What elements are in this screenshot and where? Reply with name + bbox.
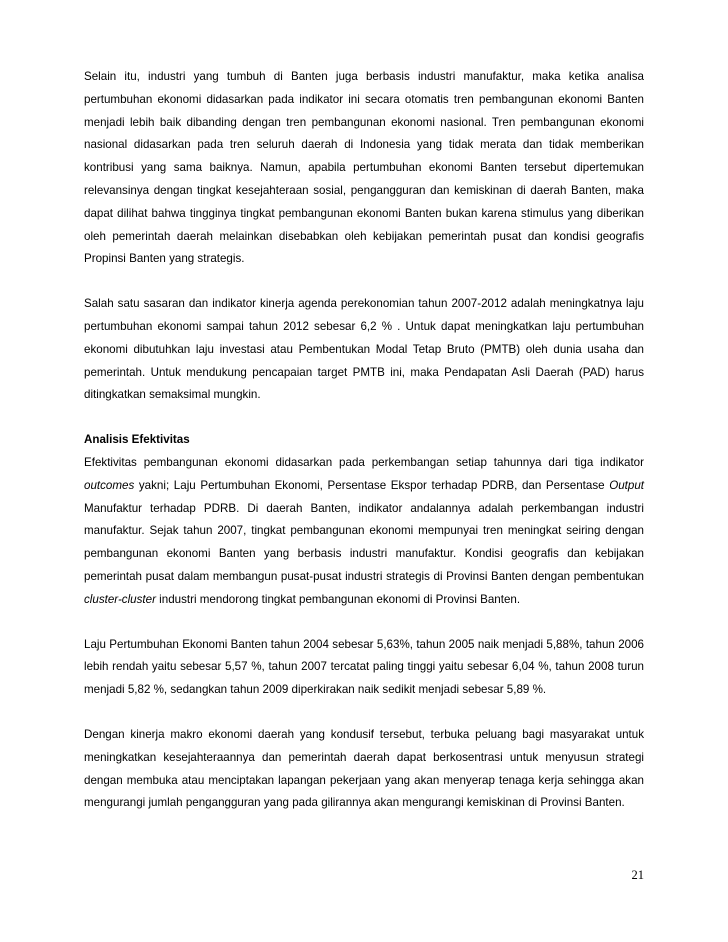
text-run: industri mendorong tingkat pembangunan ekonomi di Provinsi Banten. (155, 592, 521, 606)
text-run: Efektivitas pembangunan ekonomi didasarkan pada perkembangan setiap tahunnya dari tiga indikator (84, 455, 644, 469)
paragraph-efektivitas (84, 452, 644, 612)
text-run: yakni; Laju Pertumbuhan Ekonomi, Persentase Ekspor terhadap PDRB, dan Persentase (134, 478, 610, 492)
page-number: 21 (631, 868, 644, 882)
paragraph-kinerja-makro: Dengan kinerja makro ekonomi daerah yang kondusif tersebut, terbuka peluang bagi masyarakat untuk meningkatkan kesejahteraannya dan pemerintah daerah dapat berkosentrasi untuk menyusun strategi dengan membuka atau menciptakan lapangan pekerjaan yang akan menyerap tenaga kerja sehingga akan mengurangi jumlah pengangguran yang pada gilirannya akan mengurangi kemiskinan di Provinsi Banten. (84, 727, 644, 810)
paragraph-industri-manufaktur: Selain itu, industri yang tumbuh di Banten juga berbasis industri manufaktur, maka ketika analisa pertumbuhan ekonomi didasarkan pada indikator ini secara otomatis tren pembangunan ekonomi Banten menjadi lebih baik dibanding dengan tren pembangunan ekonomi nasional. Tren pembangunan ekonomi nasional didasarkan pada tren seluruh daerah di Indonesia yang tidak merata dan tidak memberikan kontribusi yang sama baiknya. Namun, apabila pertumbuhan ekonomi Banten tersebut dipertemukan relevansinya dengan tingkat kesejahteraan sosial, pengangguran dan kemiskinan di daerah Banten, maka dapat dilihat bahwa tingginya tingkat pembangunan ekonomi Banten bukan karena stimulus yang diberikan oleh pemerintah daerah melainkan disebabkan oleh kebijakan pemerintah pusat dan kondisi geografis Propinsi Banten yang strategis. (84, 70, 644, 266)
section-heading: Analisis Efektivitas (84, 433, 190, 447)
text-run: Manufaktur terhadap PDRB. Di daerah Banten, indikator andalannya adalah perkembangan industri manufaktur. Sejak tahun 2007, tingkat pembangunan ekonomi mempunyai tren meningkat seiring dengan pembangunan ekonomi Banten yang berbasis industri manufaktur. Kondisi geografis dan kebijakan pemerintah pusat dalam membangun pusat-pusat industri strategis di Provinsi Banten dengan pembentukan (84, 501, 644, 583)
paragraph-sasaran-indikator: Salah satu sasaran dan indikator kinerja agenda perekonomian tahun 2007-2012 adalah meningkatnya laju pertumbuhan ekonomi sampai tahun 2012 sebesar 6,2 % . Untuk dapat meningkatkan laju pertumbuhan ekonomi dibutuhkan laju investasi atau Pembentukan Modal Tetap Bruto (PMTB) oleh dunia usaha dan pemerintah. Untuk mendukung pencapaian target PMTB ini, maka Pendapatan Asli Daerah (PAD) harus ditingkatkan semaksimal mungkin. (84, 297, 644, 402)
document-page (84, 66, 644, 837)
italic-term: cluster-cluster (84, 592, 156, 606)
italic-term: Output (609, 478, 644, 492)
paragraph-laju-pertumbuhan: Laju Pertumbuhan Ekonomi Banten tahun 2004 sebesar 5,63%, tahun 2005 naik menjadi 5,88%, tahun 2006 lebih rendah yaitu sebesar 5,57 %, tahun 2007 tercatat paling tinggi yaitu sebesar 6,04 %, tahun 2008 turun menjadi 5,82 %, sedangkan tahun 2009 diperkirakan naik sedikit menjadi sebesar 5,89 %. (84, 637, 644, 697)
italic-term: outcomes (84, 478, 135, 492)
